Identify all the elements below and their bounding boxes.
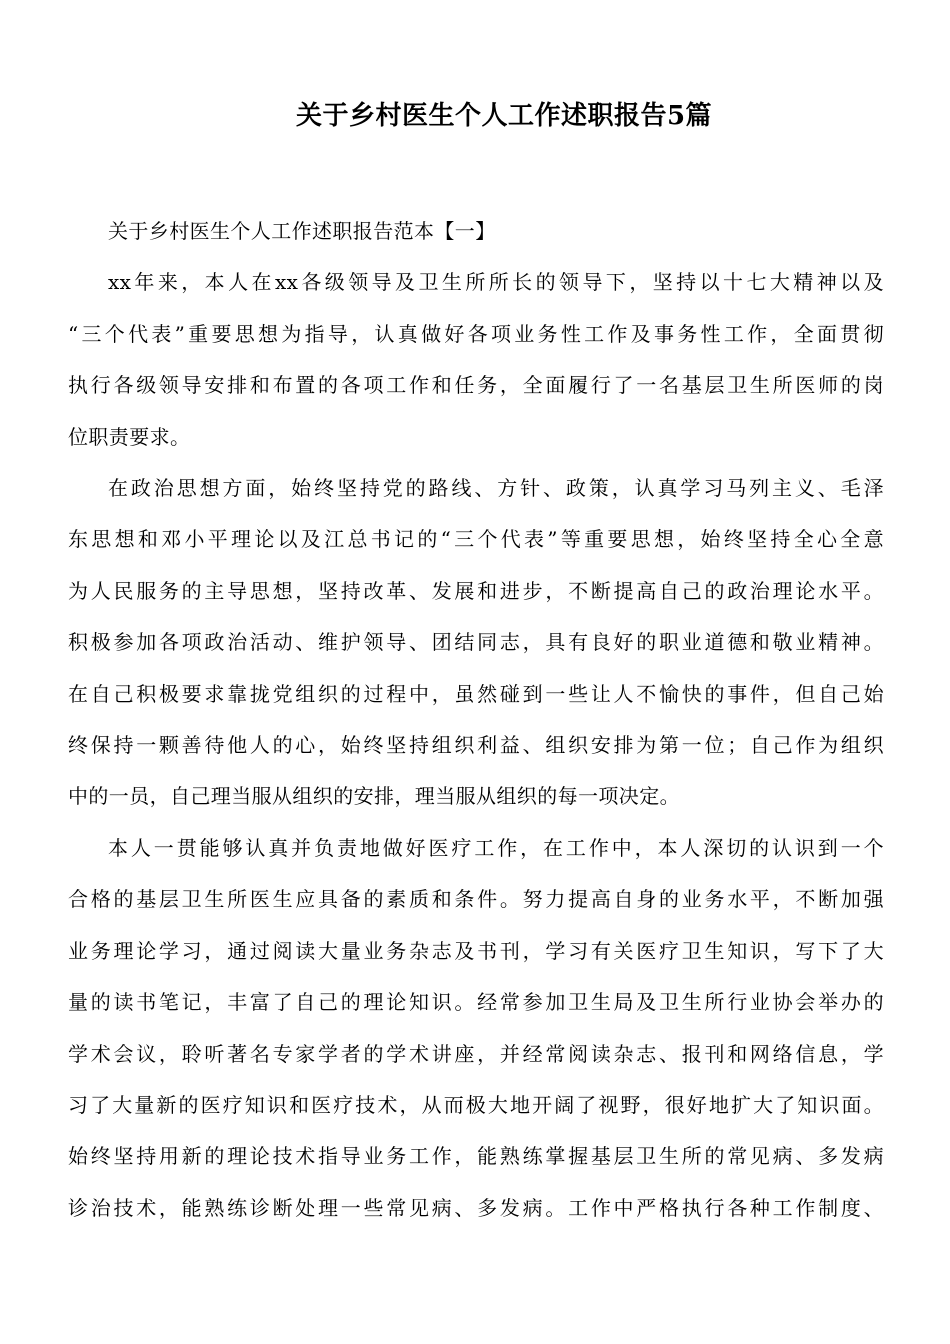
paragraph-line: 在政治思想方面，始终坚持党的路线、方针、政策，认真学习马列主义、毛泽 [108,476,884,501]
paragraph-line: 积极参加各项政治活动、维护领导、团结同志，具有良好的职业道德和敬业精神。 [68,630,884,655]
paragraph-line: 习了大量新的医疗知识和医疗技术，从而极大地开阔了视野，很好地扩大了知识面。 [68,1092,884,1117]
paragraph-line: 诊治技术，能熟练诊断处理一些常见病、多发病。工作中严格执行各种工作制度、 [68,1195,884,1220]
paragraph-line: 本人一贯能够认真并负责地做好医疗工作，在工作中，本人深切的认识到一个 [108,835,884,860]
paragraph-2 [68,463,884,823]
paragraph-3 [68,823,884,1234]
paragraph-line: 终保持一颗善待他人的心，始终坚持组织利益、组织安排为第一位；自己作为组织 [68,733,884,758]
paragraph-line: 东思想和邓小平理论以及江总书记的“三个代表”等重要思想，始终坚持全心全意 [68,527,884,552]
document-title: 关于乡村医生个人工作述职报告5篇 [295,101,713,131]
paragraph-line: 位职责要求。 [68,424,191,449]
document-body [68,206,884,1234]
paragraph-line: 业务理论学习，通过阅读大量业务杂志及书刊，学习有关医疗卫生知识，写下了大 [68,938,884,963]
paragraph-line: xx年来，本人在xx各级领导及卫生所所长的领导下，坚持以十七大精神以及 [108,270,884,295]
paragraph-1 [68,257,884,463]
paragraph-line: 中的一员，自己理当服从组织的安排，理当服从组织的每一项决定。 [68,784,680,809]
paragraph-line: 在自己积极要求靠拢党组织的过程中，虽然碰到一些让人不愉快的事件，但自己始 [68,681,884,706]
paragraph-line: 为人民服务的主导思想，坚持改革、发展和进步，不断提高自己的政治理论水平。 [68,578,884,603]
paragraph-line: 始终坚持用新的理论技术指导业务工作，能熟练掌握基层卫生所的常见病、多发病 [68,1144,884,1169]
paragraph-line: 量的读书笔记，丰富了自己的理论知识。经常参加卫生局及卫生所行业协会举办的 [68,990,884,1015]
paragraph-line: 学术会议，聆听著名专家学者的学术讲座，并经常阅读杂志、报刊和网络信息，学 [68,1041,884,1066]
paragraph-line: 合格的基层卫生所医生应具备的素质和条件。努力提高自身的业务水平，不断加强 [68,887,884,912]
section-heading: 关于乡村医生个人工作述职报告范本【一】 [108,219,496,243]
paragraph-line: 执行各级领导安排和布置的各项工作和任务，全面履行了一名基层卫生所医师的岗 [68,373,884,398]
paragraph-line: “三个代表”重要思想为指导，认真做好各项业务性工作及事务性工作，全面贯彻 [68,321,884,346]
